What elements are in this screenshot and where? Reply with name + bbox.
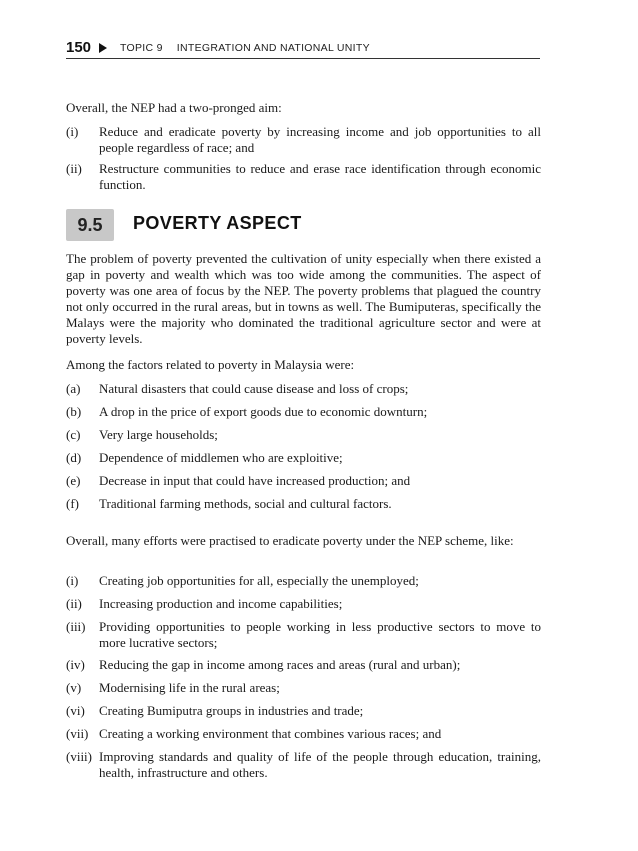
list-item — [66, 680, 541, 696]
list-text: Very large households; — [99, 427, 218, 442]
running-header — [66, 38, 540, 59]
list-text: Creating job opportunities for all, especially the unemployed; — [99, 573, 419, 588]
list-marker: (vi) — [66, 703, 85, 718]
list-item — [66, 450, 541, 466]
list-marker: (iv) — [66, 657, 85, 672]
list-text: Traditional farming methods, social and cultural factors. — [99, 496, 392, 511]
list-marker: (f) — [66, 496, 79, 511]
list-item — [66, 161, 541, 193]
list-item — [66, 573, 541, 589]
list-text: Restructure communities to reduce and erase race identification through economic function. — [99, 161, 541, 192]
list-marker: (c) — [66, 427, 81, 442]
list-text: Creating a working environment that combines various races; and — [99, 726, 442, 741]
list-text: Reducing the gap in income among races and areas (rural and urban); — [99, 657, 461, 672]
list-marker: (i) — [66, 124, 79, 139]
list-item — [66, 749, 541, 781]
list-marker: (v) — [66, 680, 82, 695]
topic-heading — [120, 42, 370, 54]
list-marker: (i) — [66, 573, 79, 588]
topic-label: TOPIC 9 — [120, 42, 163, 54]
list-item — [66, 496, 541, 512]
list-item — [66, 657, 541, 673]
list-item — [66, 726, 541, 742]
list-marker: (iii) — [66, 619, 86, 634]
list-item — [66, 596, 541, 612]
list-item — [66, 473, 541, 489]
list-text: Increasing production and income capabilities; — [99, 596, 343, 611]
right-arrow-icon — [99, 43, 107, 53]
factors-lead: Among the factors related to poverty in Malaysia were: — [66, 357, 355, 372]
list-text: A drop in the price of export goods due to economic downturn; — [99, 404, 428, 419]
list-item — [66, 381, 541, 397]
list-item — [66, 619, 541, 651]
intro-lead: Overall, the NEP had a two-pronged aim: — [66, 100, 282, 115]
page-number: 150 — [66, 39, 92, 56]
list-marker: (a) — [66, 381, 81, 396]
list-text: Reduce and eradicate poverty by increasing income and job opportunities to all people regardless of race; and — [99, 124, 541, 155]
list-text: Improving standards and quality of life of the people through education, training, health, infrastructure and others. — [99, 749, 541, 780]
list-text: Dependence of middlemen who are exploitive; — [99, 450, 343, 465]
topic-title: INTEGRATION AND NATIONAL UNITY — [176, 42, 370, 54]
list-text: Providing opportunities to people working in less productive sectors to move to more lucrative sectors; — [99, 619, 541, 650]
list-marker: (ii) — [66, 596, 82, 611]
section-number: 9.5 — [66, 209, 114, 241]
list-item — [66, 404, 541, 420]
list-marker: (e) — [66, 473, 81, 488]
list-text: Natural disasters that could cause disease and loss of crops; — [99, 381, 409, 396]
list-text: Modernising life in the rural areas; — [99, 680, 280, 695]
list-item — [66, 703, 541, 719]
list-marker: (d) — [66, 450, 82, 465]
section-title: POVERTY ASPECT — [133, 213, 302, 233]
list-marker: (vii) — [66, 726, 89, 741]
list-item — [66, 427, 541, 443]
list-text: Creating Bumiputra groups in industries and trade; — [99, 703, 364, 718]
list-marker: (viii) — [66, 749, 92, 764]
list-marker: (b) — [66, 404, 82, 419]
list-text: Decrease in input that could have increased production; and — [99, 473, 411, 488]
list-item — [66, 124, 541, 156]
section-paragraph: The problem of poverty prevented the cultivation of unity especially when there existed a gap in poverty and wealth which was too wide among the communities. The aspect of poverty was one area of focus by the NEP. The poverty problems that plagued the country not only occurred in the rural areas, but in towns as well. The Bumiputeras, specifically the Malays were the majority who dominated the traditional agriculture sector and were at poverty levels. — [66, 251, 541, 346]
list-marker: (ii) — [66, 161, 82, 176]
efforts-lead: Overall, many efforts were practised to eradicate poverty under the NEP scheme, like: — [66, 533, 514, 548]
